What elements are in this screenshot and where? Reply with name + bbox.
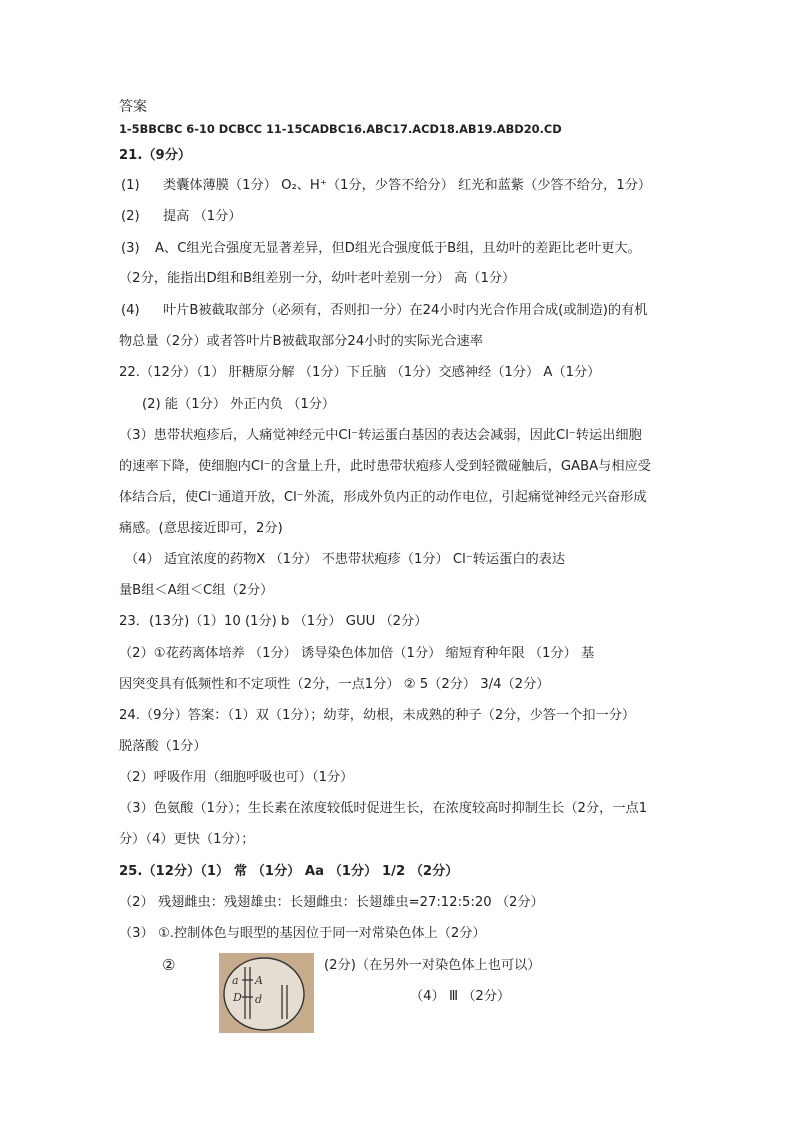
diagram-label-a: a: [232, 974, 239, 987]
q25-line5: （4） Ⅲ （2分）: [410, 989, 511, 1004]
q21-part4-text: 叶片B被截取部分（必须有，否则扣一分）在24小时内光合作用合成(或制造)的有机: [163, 303, 648, 318]
q25-circle-two: ②: [162, 956, 176, 974]
diagram-label-D: D: [233, 991, 242, 1004]
q21-part3-continued: （2分，能指出D组和B组差别一分，幼叶老叶差别一分） 高（1分）: [119, 271, 516, 286]
q22-line3: （3）患带状疱疹后，人痛觉神经元中Cl⁻转运蛋白基因的表达会减弱，因此Cl⁻转运出细胞: [119, 428, 642, 443]
q22-line4: 的速率下降，使细胞内Cl⁻的含量上升，此时患带状疱疹人受到轻微碰触后，GABA与相应受: [119, 459, 651, 474]
q24-line4: （3）色氨酸（1分）；生长素在浓度较低时促进生长，在浓度较高时抑制生长（2分，一点1: [119, 801, 648, 816]
q22-line1: 22.（12分）（1） 肝糖原分解 （1分）下丘脑 （1分）交感神经（1分） A（1分）: [119, 365, 601, 380]
q22-line5: 体结合后，使Cl⁻通道开放，Cl⁻外流，形成外负内正的动作电位，引起痛觉神经元兴奋形成: [119, 490, 647, 505]
q25-line4: (2分)（在另外一对染色体上也可以）: [324, 958, 541, 973]
q21-heading: 21.（9分）: [119, 148, 192, 163]
q22-line8: 量B组＜A组＜C组（2分）: [119, 583, 274, 598]
q21-part1: [121, 178, 651, 194]
chromosome-diagram-photo: [219, 953, 314, 1033]
q21-part3-number: (3): [121, 241, 140, 256]
q21-part4-continued: 物总量（2分）或者答叶片B被截取部分24小时的实际光合速率: [119, 334, 483, 349]
q25-line1: 25.（12分）（1） 常 （1分） Aa （1分） 1/2 （2分）: [119, 864, 459, 879]
q21-part1-text: 类囊体薄膜（1分） O₂、H⁺（1分，少答不给分） 红光和蓝紫（少答不给分，1分）: [163, 178, 652, 193]
q22-line2: (2) 能（1分） 外正内负 （1分）: [142, 397, 336, 412]
q23-line1: 23．(13分)（1）10 (1分) b （1分） GUU （2分）: [119, 614, 428, 629]
q24-line2: 脱落酸（1分）: [119, 739, 207, 754]
q21-part3-text: A、C组光合强度无显著差异，但D组光合强度低于B组，且幼叶的差距比老叶更大。: [155, 241, 641, 256]
q25-line3: （3） ①.控制体色与眼型的基因位于同一对常染色体上（2分）: [119, 926, 486, 941]
q25-line2: （2） 残翅雌虫：残翅雄虫：长翅雌虫：长翅雄虫=27:12:5:20 （2分）: [119, 895, 544, 910]
diagram-label-A: A: [255, 974, 263, 987]
q22-line7: （4） 适宜浓度的药物X （1分） 不患带状疱疹（1分） Cl⁻转运蛋白的表达: [125, 552, 566, 567]
q21-part3: [121, 241, 641, 257]
q24-line3: （2）呼吸作用（细胞呼吸也可）（1分）: [119, 770, 354, 785]
q21-part2-text: 提高 （1分）: [163, 209, 242, 224]
q24-line1: 24.（9分）答案：（1）双（1分）；幼芽，幼根，未成熟的种子（2分，少答一个扣一分）: [119, 708, 636, 723]
q22-line6: 痛感。(意思接近即可，2分): [119, 521, 283, 536]
mc-answers: 1-5BBCBC 6-10 DCBCC 11-15CADBC16.ABC17.ACD18.AB19.ABD20.CD: [119, 122, 562, 136]
q21-part4-number: (4): [121, 303, 140, 318]
q23-line3: 因突变具有低频性和不定项性（2分，一点1分） ② 5（2分） 3/4（2分）: [119, 677, 550, 692]
answer-title: 答案: [119, 99, 147, 115]
q24-line5: 分）（4）更快（1分）；: [119, 832, 255, 847]
q21-part4: [121, 303, 648, 319]
q21-part2: [121, 209, 242, 225]
q21-part1-number: (1): [121, 178, 140, 193]
q23-line2: （2）①花药离体培养 （1分） 诱导染色体加倍（1分） 缩短育种年限 （1分） 基: [119, 646, 595, 661]
q21-part2-number: (2): [121, 209, 140, 224]
diagram-label-d: d: [255, 993, 263, 1006]
